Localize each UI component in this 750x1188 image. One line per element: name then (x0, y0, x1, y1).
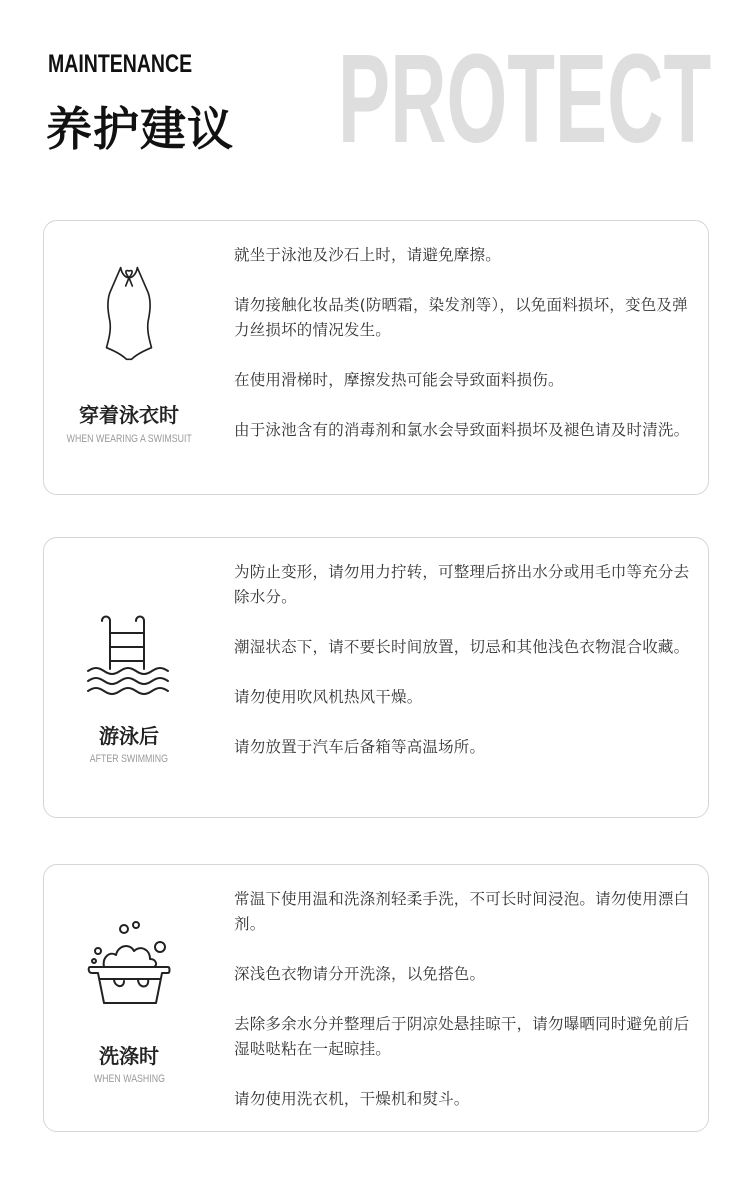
care-list (234, 243, 692, 443)
card-subtitle: AFTER SWIMMING (89, 753, 169, 765)
swimsuit-icon (84, 261, 174, 361)
list-item: 就坐于泳池及沙石上时，请避免摩擦。 (234, 246, 501, 264)
list-item: 由于泳池含有的消毒剂和氯水会导致面料损坏及褪色请及时清洗。 (234, 421, 690, 439)
care-card-washing (43, 864, 709, 1132)
list-item: 请勿使用吹风机热风干燥。 (234, 688, 423, 706)
card-label-area (44, 221, 214, 494)
care-card-wearing (43, 220, 709, 495)
care-list (234, 887, 692, 1112)
care-card-after-swimming (43, 537, 709, 818)
card-subtitle: WHEN WEARING A SWIMSUIT (66, 433, 192, 445)
list-item: 请勿接触化妆品类(防晒霜，染发剂等），以免面料损坏，变色及弹力丝损坏的情况发生。 (234, 296, 688, 339)
header-title-en: MAINTENANCE (48, 50, 193, 78)
card-title: 洗涤时 (99, 1044, 159, 1068)
card-label-area (44, 538, 214, 817)
list-item: 常温下使用温和洗涤剂轻柔手洗，不可长时间浸泡。请勿使用漂白剂。 (234, 890, 690, 933)
list-item: 在使用滑梯时，摩擦发热可能会导致面料损伤。 (234, 371, 564, 389)
card-title: 游泳后 (99, 724, 159, 748)
wash-basin-icon (84, 917, 174, 1017)
background-watermark-word: PROTECT (338, 28, 712, 169)
list-item: 为防止变形，请勿用力拧转，可整理后挤出水分或用毛巾等充分去除水分。 (234, 563, 690, 606)
list-item: 深浅色衣物请分开洗涤，以免搭色。 (234, 965, 486, 983)
card-title: 穿着泳衣时 (79, 403, 179, 427)
card-label-area (44, 865, 214, 1131)
list-item: 请勿放置于汽车后备箱等高温场所。 (234, 738, 486, 756)
list-item: 去除多余水分并整理后于阴凉处悬挂晾干，请勿曝晒同时避免前后湿哒哒粘在一起晾挂。 (234, 1015, 690, 1058)
care-list (234, 560, 692, 760)
list-item: 潮湿状态下，请不要长时间放置，切忌和其他浅色衣物混合收藏。 (234, 638, 690, 656)
page-title: 养护建议 (46, 102, 234, 156)
list-item: 请勿使用洗衣机，干燥机和熨斗。 (234, 1090, 470, 1108)
card-subtitle: WHEN WASHING (93, 1073, 165, 1085)
pool-ladder-icon (84, 606, 174, 706)
